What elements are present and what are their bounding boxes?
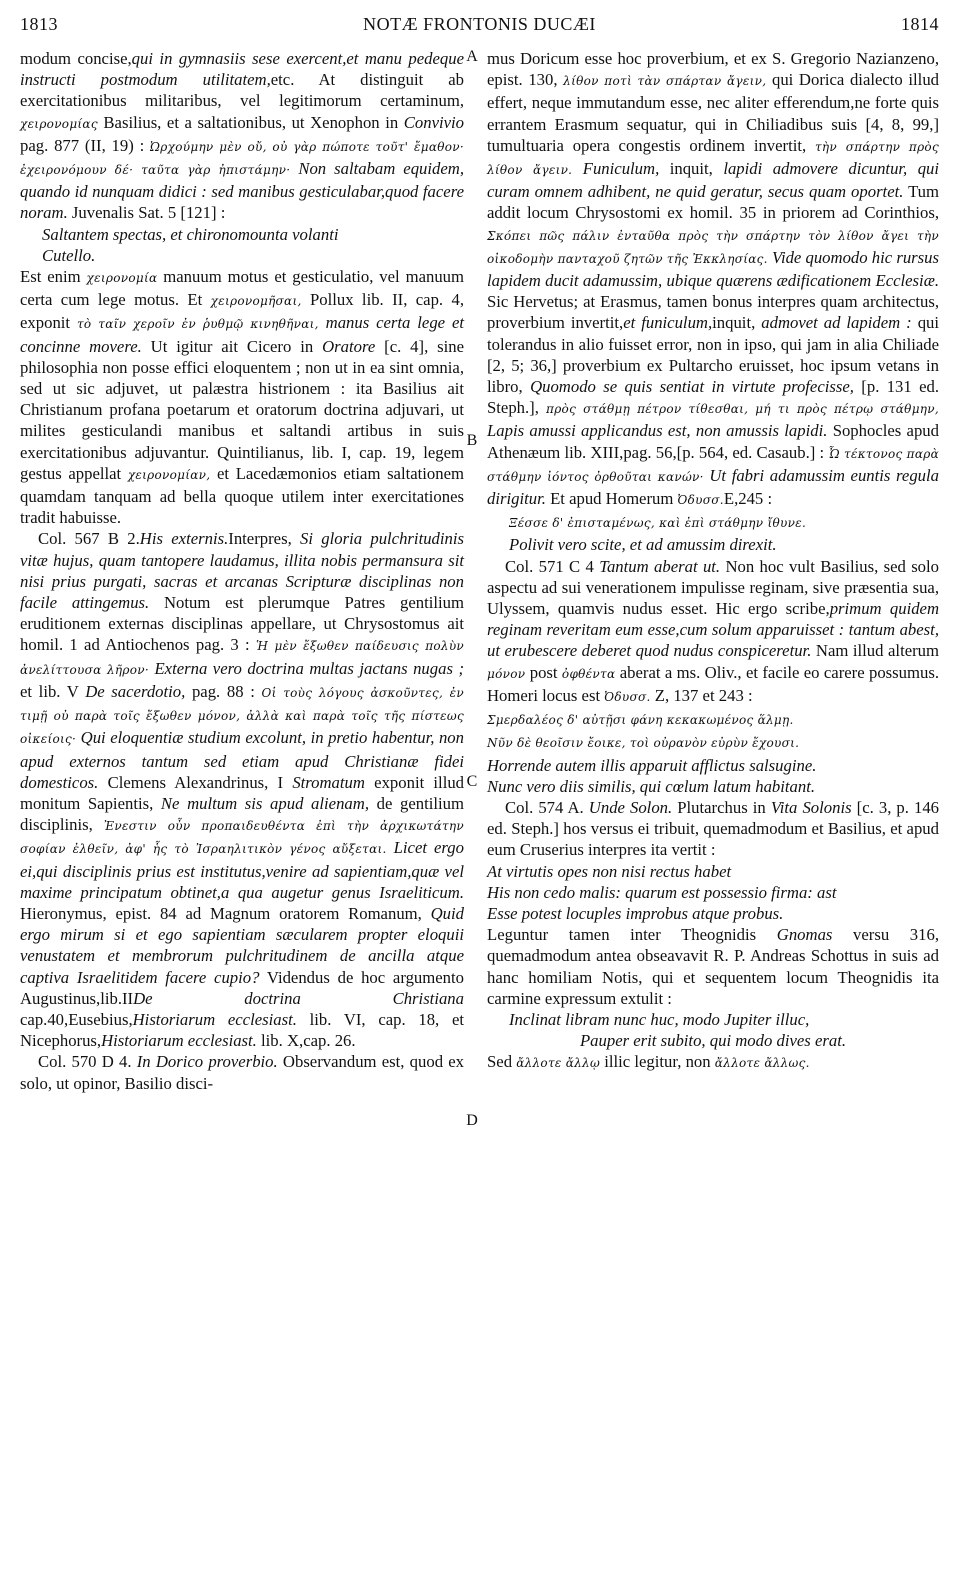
- text: de gentilium disciplinis,: [20, 793, 464, 835]
- text: Plutarchus in: [677, 797, 766, 817]
- greek-text: Ὀδυσσ.: [604, 689, 651, 704]
- text: Videndus de hoc argumento Augustinus,lib.II: [20, 967, 464, 1008]
- paragraph: [20, 528, 464, 1051]
- greek-text: Ὀδυσσ.: [677, 493, 724, 508]
- text: Saltantem spectas, et chironomounta volanti: [42, 224, 339, 244]
- text: Juvenalis Sat. 5 [121] :: [71, 203, 226, 223]
- right-page-number: 1814: [901, 14, 939, 34]
- left-column: [20, 48, 464, 1094]
- paragraph: [487, 556, 939, 708]
- greek-text: ἄλλοτε ἄλλῳ: [516, 1056, 601, 1071]
- text: [c. 4], sine philosophia non posse effici eloquentem ; non ut in ea sint omnia, sed ut sic adjuvet, ut palæstra histrionem : ita Basilius ait Christianum profana poetarum et oratorum doctrina adjuvari, ut milites gesticulandi manibus et saltandi artibus in suis exercitationibus adjuvantur. Quintilianus, lib. I, cap. 19, legem gestus appellat: [20, 336, 465, 483]
- text: Non hoc vult Basilius, sed solo aspectu ad sui venerationem impulisse reginam, sive præsentia sua, Ulyssem, quamvis nudus esset. Hic ergo scribe,: [487, 556, 940, 619]
- text: Ut igitur ait Cicero in: [150, 336, 314, 356]
- verse-line: [487, 1030, 939, 1051]
- text: Quid ergo mirum si et ego sapientiam sæcularem propter eloquii venustatem et membrorum pulchritudinem de ancilla atque captiva Israelitidem facere cupio?: [20, 903, 464, 987]
- text: Nunc vero diis similis, qui cœlum latum habitant.: [487, 776, 816, 796]
- text: Oratore: [322, 336, 376, 356]
- greek-text: ὀφθέντα: [561, 666, 616, 681]
- greek-text: Νῦν δὲ θεοῖσιν ἔοικε, τοὶ οὐρανὸν εὐρὺν ἔχουσι.: [487, 736, 800, 751]
- text: Gnomas: [776, 925, 833, 945]
- text: primum quidem reginam reveritam eum esse,cum solum apparuisset : tantum abest, ut erubescere deberet quod nudus conspiceretur.: [487, 599, 940, 661]
- greek-text: τὸ ταῖν χεροῖν ἐν ῥυθμῷ κινηθῆναι,: [76, 317, 319, 332]
- running-header: [20, 14, 939, 40]
- text: In Dorico proverbio.: [136, 1052, 278, 1072]
- greek-text: πρὸς στάθμῃ πέτρον τίθεσθαι, μή τι πρὸς πέτρῳ στάθμην,: [546, 402, 939, 417]
- text: qui in gymnasiis sese exercent,et manu pedeque instructi postmodum utilitatem,: [20, 49, 464, 90]
- greek-text: Οἱ τοὺς λόγους ἀσκοῦντες, ἐν τιμῇ οὐ παρὰ τοῖς ἔξωθεν μόνον, ἀλλὰ καὶ παρὰ τοῖς τῆς πίστεως οἰκείοις·: [20, 685, 464, 747]
- text: lapidi admovere dicuntur, qui curam omnem adhibent, ne quid geratur, secus quam oportet.: [487, 159, 940, 202]
- text: Cutello.: [42, 245, 96, 265]
- text: Et apud Homerum: [550, 489, 674, 509]
- verse-line: [487, 861, 939, 882]
- text: Notum est plerumque Patres gentilium eruditionem externas disciplinas appellare, ut Chrysostomus ait homil. 1 ad Antiochenos pag. 3 :: [20, 593, 465, 655]
- text: modum concise,: [20, 49, 132, 68]
- text: Polivit vero scite, et ad amussim direxit.: [509, 535, 777, 555]
- greek-text: λίθον ποτὶ τὰν σπάρταν ἄγειν,: [563, 74, 767, 89]
- verse-line: [20, 224, 464, 245]
- text: Stromatum: [292, 772, 365, 792]
- margin-letter-d: D: [466, 1112, 478, 1129]
- text: His non cedo malis: quarum est possessio firma: ast: [487, 882, 837, 902]
- greek-text: χειρονομῆσαι,: [210, 294, 302, 309]
- text: De sacerdotio,: [85, 681, 186, 701]
- paragraph: [20, 48, 464, 224]
- margin-letter-b: B: [466, 432, 478, 449]
- text: Z, 137 et 243 :: [654, 685, 753, 705]
- text: Ut fabri adamussim euntis regula dirigitur.: [487, 465, 939, 509]
- greek-text: Ὦ τέκτονος παρὰ στάθμην ἰόντος ὀρθοῦται κανών·: [487, 446, 939, 484]
- text: Interpres,: [228, 529, 292, 549]
- greek-text: Ὠρχούμην μὲν οὔ, οὐ γὰρ πώποτε τοῦτ' ἔμαθον· ἐχειρονόμουν δέ· ταῦτα γὰρ ἠπιστάμην·: [20, 139, 465, 178]
- text: qui Dorica dialecto illud effert, neque immutandum esse, nec aliter efferendum,ne forte quis errantem Erasmum sequatur, qui in Chiliadibus suis [4, 8, 99,] tumultuaria opera congestis ordinem invertit,: [487, 70, 940, 155]
- paragraph: [20, 266, 464, 528]
- greek-text: Ξέσσε δ' ἐπισταμένως, καὶ ἐπὶ στάθμην ἴθυνε.: [509, 516, 807, 531]
- text: Vita Solonis: [770, 797, 852, 817]
- text: Historiarum ecclesiast.: [101, 1031, 257, 1051]
- greek-text: Σκόπει πῶς πάλιν ἐνταῦθα πρὸς τὴν σπάρτην τὸν λίθον ἄγει τὴν οἰκοδομὴν πανταχοῦ ζητῶν τῆς Ἐκκλησίας.: [487, 228, 939, 266]
- text: Basilius, et a saltationibus, ut Xenophon in: [103, 112, 399, 132]
- text: Esse potest locuples improbus atque probus.: [487, 903, 784, 923]
- text: Historiarum ecclesiast.: [132, 1009, 297, 1029]
- text: Col. 570 D 4.: [38, 1052, 132, 1072]
- text: manuum motus et gesticulatio, vel manuum certa cum lege motus. Et: [20, 267, 464, 310]
- text: Col. 574 A.: [505, 797, 584, 817]
- paragraph: [487, 797, 939, 861]
- text: Si gloria pulchritudinis vitæ hujus, quam tantopere laudamus, illita nobis permansura sit nisi prius purgati, sacras et arcanas Scripturæ disciplinas non facile attingemus.: [20, 529, 465, 613]
- text: Non saltabam equidem, quando id nunquam didici : sed manibus gesticulabar,quod facere noram.: [20, 159, 465, 223]
- text: illic legitur, non: [604, 1052, 711, 1072]
- greek-text: Σμερδαλέος δ' αὐτῇσι φάνη κεκακωμένος ἅλμῃ.: [487, 713, 794, 728]
- text: admovet ad lapidem :: [761, 313, 912, 333]
- text: inquit,: [712, 313, 756, 333]
- text: lib. X,cap. 26.: [261, 1031, 356, 1051]
- text: Horrende autem illis apparuit afflictus salsugine.: [487, 755, 817, 775]
- left-page-number: 1813: [20, 14, 58, 34]
- text: Vide quomodo hic rursus lapidem ducit adamussim, ubique quærens ædificationem Ecclesiæ.: [487, 247, 940, 291]
- text: inquit,: [669, 159, 713, 179]
- text: Externa vero doctrina multas jactans nugas ;: [154, 658, 464, 678]
- text: mus Doricum esse hoc proverbium, et ex S. Gregorio Nazianzeno, epist. 130,: [487, 49, 939, 90]
- verse-line: [487, 903, 939, 924]
- text: qui tolerandus in alio fuisset error, non in ipso, qui jam in alia Chiliade [2, 5; 36,] proverbium ex Pultarcho eruisset, hoc ipsum vetans in libro,: [487, 313, 940, 397]
- text: Observandum est, quod ex solo, ut opinor, Basilio disci-: [20, 1052, 465, 1093]
- text: exponit illud monitum Sapientis,: [20, 772, 465, 813]
- verse-line: [487, 731, 939, 754]
- greek-text: μόνον: [487, 666, 526, 681]
- text: Col. 567 B 2.: [38, 529, 140, 549]
- greek-text: χειρονομίαν,: [127, 467, 211, 482]
- text: E,245 :: [723, 489, 773, 509]
- text: Tantum aberat ut.: [599, 556, 721, 576]
- verse-line: [487, 534, 939, 555]
- text: Sed: [487, 1052, 513, 1072]
- paragraph: [20, 1051, 464, 1093]
- text: His externis.: [139, 529, 229, 549]
- text: Ne multum sis apud alienam,: [160, 793, 369, 813]
- text: Pauper erit subito, qui modo dives erat.: [579, 1031, 847, 1051]
- text: At virtutis opes non nisi rectus habet: [487, 861, 732, 881]
- text: lib. VI, cap. 18, et Nicephorus,: [20, 1009, 464, 1051]
- text: et lib. V: [20, 681, 79, 701]
- greek-text: Ἐνεστιν οὖν προπαιδευθέντα ἐπὶ τὴν ἀρχικωτάτην σοφίαν ἐλθεῖν, ἀφ' ἧς τὸ Ἰσραηλιτικὸν γένος αὔξεται.: [20, 819, 464, 857]
- text: De doctrina Christiana: [133, 988, 464, 1008]
- verse-line: [487, 1009, 939, 1030]
- text: [c. 3, p. 146 ed. Steph.] hos versus ei tribuit, quemadmodum et Basilius, et apud eum Cruserius interpres ita vertit :: [487, 797, 940, 860]
- text: et funiculum,: [623, 313, 713, 333]
- text: [p. 131 ed. Steph.],: [487, 377, 940, 418]
- text: Lapis amussi applicandus est, non amussis lapidi.: [487, 421, 828, 441]
- greek-text: ἄλλοτε ἄλλως.: [714, 1056, 810, 1071]
- paragraph: [487, 1051, 939, 1074]
- text: Sic Hervetus; at Erasmus, tamen bonus interpres quam architectus, proverbium invertit,: [487, 292, 939, 333]
- text: Pollux lib. II, cap. 4, exponit: [20, 290, 464, 333]
- text: Qui eloquentiæ studium excolunt, in pretio habentur, non apud externos tantum sed etiam apud Christianæ fidei domesticos.: [20, 728, 464, 792]
- paragraph: [487, 48, 939, 511]
- right-column: [487, 48, 939, 1075]
- text: Convivio: [403, 112, 464, 132]
- text: Licet ergo ei,qui disciplinis prius est institutus,venire ad sapientiam,quæ vel maxime principatum obtinet,a qua augetur genus Israeliticum.: [20, 838, 464, 902]
- verse-line: [487, 755, 939, 776]
- verse-line: [487, 511, 939, 534]
- verse-line: [20, 245, 464, 266]
- greek-text: χειρονομίας: [20, 116, 98, 131]
- text: Tum addit locum Chrysostomi ex homil. 35 in priorem ad Corinthios,: [487, 182, 940, 223]
- margin-letter-a: A: [466, 48, 478, 65]
- greek-text: χειρονομία: [86, 271, 158, 286]
- text: Funiculum,: [582, 159, 660, 179]
- text: manus certa lege et concinne movere.: [20, 313, 465, 356]
- verse-line: [487, 708, 939, 731]
- greek-text: τὴν σπάρτην πρὸς λίθον ἄγειν.: [487, 139, 939, 178]
- text: Quomodo se quis sentiat in virtute profecisse,: [530, 377, 854, 397]
- text: post: [529, 662, 558, 682]
- text: Inclinat libram nunc huc, modo Jupiter illuc,: [509, 1009, 810, 1029]
- text: Clemens Alexandrinus, I: [107, 772, 284, 792]
- text: Sophocles apud Athenæum lib. XIII,pag. 56,[p. 564, ed. Casaub.] :: [487, 421, 939, 462]
- text: Est enim: [20, 267, 81, 287]
- paragraph: [487, 924, 939, 1009]
- text: pag. 88 :: [191, 681, 255, 701]
- margin-letter-c: C: [466, 773, 478, 790]
- text: Hieronymus, epist. 84 ad Magnum oratorem Romanum,: [20, 903, 422, 923]
- text: pag. 877 (II, 19) :: [20, 135, 145, 155]
- text: cap.40,Eusebius,: [20, 1009, 133, 1029]
- text: Leguntur tamen inter Theognidis: [487, 925, 757, 945]
- verse-line: [487, 882, 939, 903]
- text: Col. 571 C 4: [505, 556, 594, 576]
- text: et Lacedæmonios etiam saltationem quamdam tanquam ad bella quoque utilem inter exercitationes tradit habuisse.: [20, 463, 464, 528]
- text: versu 316, quemadmodum antea obseavavit R. P. Andreas Schottus in suis ad hanc homiliam Notis, qui et sequentem locum Theognidis ita carmine expressum extulit :: [487, 925, 940, 1008]
- text: Nam illud alterum: [815, 641, 939, 661]
- greek-text: Ἡ μὲν ἔξωθεν παίδευσις πολὺν ἀνελίττουσα λῆρον·: [20, 639, 465, 677]
- text: aberat a ms. Oliv., et facile eo carere possumus. Homeri locus est: [487, 662, 940, 705]
- running-title: NOTÆ FRONTONIS DUCÆI: [363, 14, 596, 34]
- verse-line: [487, 776, 939, 797]
- text: etc. At distinguit ab exercitationibus militaribus, vel legitimorum certaminum,: [20, 70, 464, 111]
- text: Unde Solon.: [588, 797, 673, 817]
